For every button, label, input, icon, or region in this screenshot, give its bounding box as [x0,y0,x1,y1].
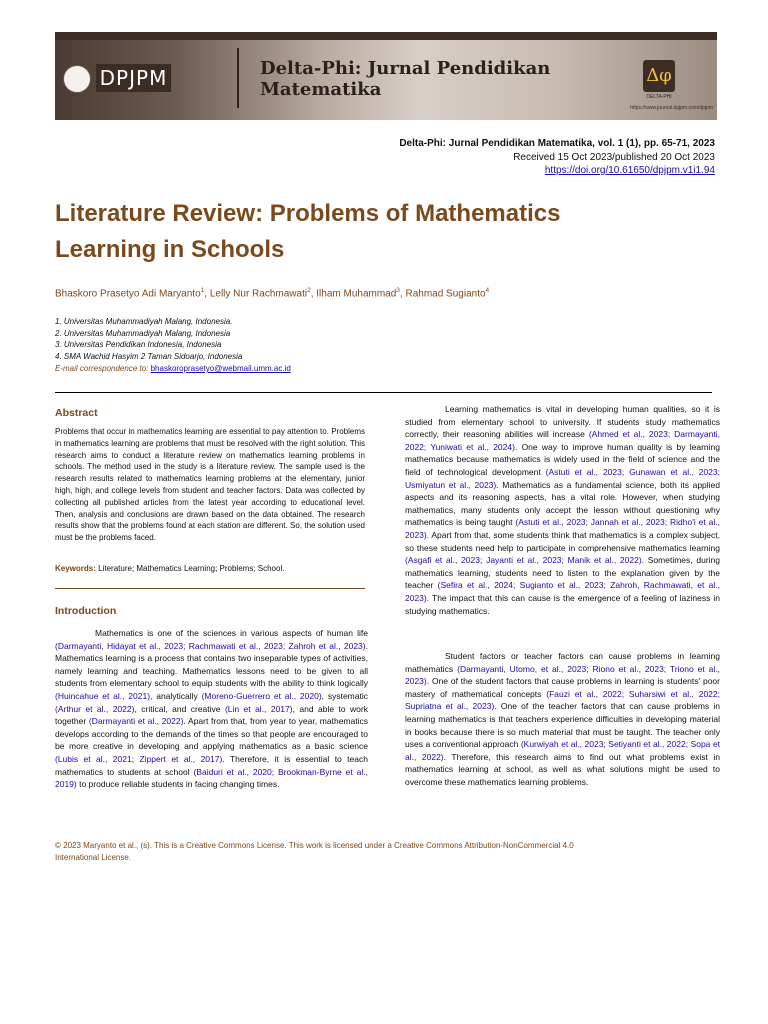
abstract-rule [55,588,365,589]
citation-reference[interactable]: (Fauzi et al., 2022; Suharsiwi et al., 2022; Supriatna et al., 2023) [405,688,720,712]
citation-reference[interactable]: (Astuti et al., 2023; Gunawan et al., 2023; Usmiyatun et al., 2023) [405,466,721,490]
banner-top-strip [55,32,717,40]
citation-reference[interactable]: (Darmayanti, Utomo, et al., 2023; Riono et al., 2023; Triono et al., 2023) [405,663,720,687]
citation-reference[interactable]: (Sefira et al., 2024; Sugianto et al., 2023; Zahroh, Rachmawati, et al., 2023) [405,580,720,603]
citation-reference[interactable]: (Lubis et al., 2021; Zippert et al., 2017) [55,753,223,764]
banner-title-line2: Matematika [260,79,382,100]
author-2: , Lelly Nur Rachmawati [204,288,308,300]
citation-reference[interactable]: (Kurwiyah et al., 2023; Setiyanti et al., 2022; Sopa et al., 2022) [405,739,720,762]
author-1-sup: 1 [200,287,205,294]
intro-paragraph-2 [405,403,720,617]
introduction-heading: Introduction [55,605,117,617]
citation-journal: Delta-Phi: Jurnal Pendidikan Matematika, vol. 1 (1), pp. 65-71, 2023 [399,138,715,149]
abstract-heading: Abstract [55,407,98,419]
university-logo-icon [63,65,91,93]
paragraph-text: , analytically [150,690,202,701]
citation-dates: Received 15 Oct 2023/published 20 Oct 2023 [513,151,715,163]
citation-reference[interactable]: (Lin et al., 2017) [224,703,293,714]
citation-reference[interactable]: (Darmayanti, Hidayat et al., 2023; Rachmawati et al., 2023; Zahroh et al., 2023) [55,640,366,651]
keywords-line [55,564,365,573]
dpjpm-logo: DPJPM [96,64,171,92]
email-link[interactable]: bhaskoroprasetyo@webmail.umm.ac.id [150,364,291,373]
banner-journal-title [260,58,620,100]
license-notice: © 2023 Maryanto et al., (s). This is a Creative Commons License. This work is licensed under a Creative Commons Attribution-NonCommercial 4.0 International License. [55,841,574,862]
author-3-sup: 3 [396,287,400,294]
paragraph-text: . Therefore, it is essential to teach mathematics to students at school [55,753,368,777]
paragraph-text: . One of the student factors that cause problems in learning is students' poor mastery of mathematical concepts [405,676,720,699]
author-3: , Ilham Muhammad [310,288,397,300]
author-list [55,283,525,301]
paragraph-text: . Apart from that, some students think that mathematics is a complex subject, so these students need help to participate in comprehensive mathematics learning [405,529,720,553]
affiliation-item: 4. SMA Wachid Hasyim 2 Taman Sidoarjo, Indonesia [55,351,243,361]
paragraph-text: . Mathematics as a fundamental science, both its applied aspects and its reasoning aspects, has a vital role. However, when studying mathematics, many students only accept the lesson without questioning why mathematics is being taught [405,479,721,528]
citation-reference[interactable]: (Asgafi et al., 2023; Jayanti et al., 2023; Manik et al., 2022) [405,555,642,566]
keywords-label: Keywords: [55,564,96,573]
banner-title-line1: Delta-Phi: Jurnal Pendidikan [260,58,551,79]
affiliation-list [55,316,242,362]
intro-paragraph-1 [55,627,368,791]
paragraph-text: . Apart from that, from year to year, mathematics develops according to the demands of the times so that people are encouraged to be more creative in developing and applying mathematics as a basic science [55,716,368,752]
paper-title: Literature Review: Problems of Mathematics Learning in Schools [55,200,561,263]
paragraph-text: . One of the teacher factors that can cause problems in learning mathematics is that teachers experience difficulties in developing material in books because there is so much material that must be taught. The teacher only uses a conventional approach [405,701,721,750]
paragraph-text: . One way to improve human quality is by learning mathematics because mathematics is widely used in the field of science and the field of technological development [405,441,720,477]
citation-reference[interactable]: (Huincahue et al., 2021) [55,690,151,701]
affiliation-item: 2. Universitas Muhammadiyah Malang, Indonesia [55,328,231,338]
paragraph-text: , critical, and creative [134,703,225,714]
header-rule [55,392,712,393]
paragraph-text: Learning mathematics is vital in developing human qualities, so it is studied from elementary school to university. If students study mathematics correctly, their reasoning abilities will increase [405,404,720,440]
citation-reference[interactable]: (Darmayanti et al., 2022) [88,716,184,727]
doi-link[interactable]: https://doi.org/10.61650/dpjpm.v1i1.94 [544,165,715,176]
paragraph-text: , and able to work together [55,703,368,727]
journal-banner [55,32,717,120]
paragraph-text: . Sometimes, during mathematics learning, students need to listen to the explanation given by the teacher [405,555,720,591]
citation-reference[interactable]: (Astuti et al., 2023; Jannah et al., 2023; Ridho'i et al., 2023) [405,517,720,540]
citation-block [399,137,715,178]
affiliation-item: 3. Universitas Pendidikan Indonesia, Indonesia [55,340,222,350]
citation-reference[interactable]: (Arthur et al., 2022) [55,703,135,714]
affiliation-item: 1. Universitas Muhammadiyah Malang, Indonesia. [55,317,233,326]
citation-reference[interactable]: (Moreno-Guerrero et al., 2020) [201,690,322,701]
paragraph-text: . Mathematics learning is a process that contains two inseparable types of activities, namely learning and teaching. Mathematics lessons need to be given to all students from elementary school to equip students with the ability to think logically [55,640,368,689]
paragraph-text: Mathematics is one of the sciences in various aspects of human life [95,628,368,638]
delta-phi-logo-text: DELTA-PHI [646,94,672,100]
paragraph-text: . Therefore, this research aims to find out what problems exist in mathematics learning at school, as well as what solutions might be used to overcome these mathematics learning problems. [405,751,720,787]
paragraph-text: . The impact that this can cause is the emergence of a feeling of laziness in studying mathematics. [405,592,720,616]
email-line [55,364,291,373]
paragraph-text: Student factors or teacher factors can cause problems in learning mathematics [405,651,720,674]
banner-url: https://www.journal.dpjpm.com/dpjpm [630,105,713,111]
citation-reference[interactable]: (Baiduri et al., 2020; Brookman-Byrne et al., 2019) [55,766,368,790]
delta-phi-logo-icon: Δφ [643,60,675,92]
author-1: Bhaskoro Prasetyo Adi Maryanto [55,288,201,300]
author-4-sup: 4 [485,287,490,294]
paragraph-text: to produce reliable students in facing changing times. [76,779,280,790]
banner-divider [237,48,239,108]
keywords-text: Literature; Mathematics Learning; Problems; School. [98,564,285,573]
abstract-text: Problems that occur in mathematics learning are essential to pay attention to. Problems in mathematics learning are problems that must be resolved with the right solution. This research aims to conduct a literature review on mathematics learning problems in schools. The method used in the study is a literature review. The sample used is the research results related to mathematics learning problems at the elementary, junior high, high, and college levels from student and teacher factors. Data was collected by collecting all published articles from the latest year according to educational level. Then, analysis and conclusions are drawn based on the data obtained. The research results show that the problems found at each station are different. So, the solution used must be the problems faced. [55,427,365,543]
author-2-sup: 2 [307,287,311,294]
citation-reference[interactable]: (Ahmed et al., 2023; Darmayanti, 2022; Yuniwati et al., 2024) [405,429,720,452]
intro-paragraph-3 [405,650,720,789]
author-4: , Rahmad Sugianto [399,288,486,300]
email-label: E-mail correspondence to: [55,364,151,373]
paragraph-text: , systematic [321,690,368,701]
